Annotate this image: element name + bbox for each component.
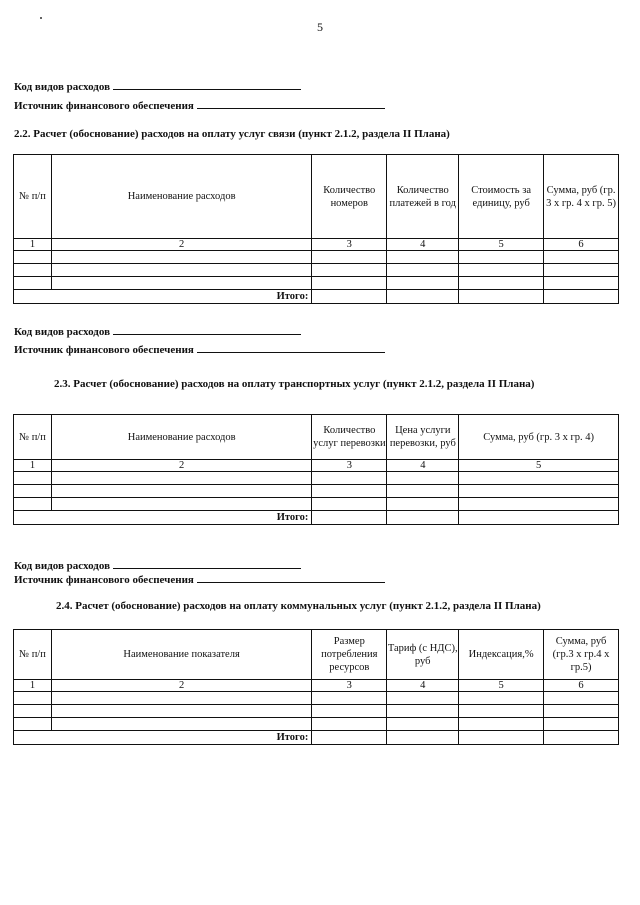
kod-vidov-line <box>14 80 301 94</box>
istochnik-line <box>14 343 385 357</box>
col-number: 3 <box>312 239 387 251</box>
scan-speck <box>40 17 42 19</box>
header-cell: Сумма, руб (гр. 3 х гр. 4 х гр. 5) <box>544 155 619 239</box>
total-label: Итого: <box>14 731 312 745</box>
table-row[interactable] <box>14 485 619 498</box>
header-cell: Количество платежей в год <box>387 155 459 239</box>
col-number: 1 <box>14 460 52 472</box>
section-2-3-title: 2.3. Расчет (обоснование) расходов на оплату транспортных услуг (пункт 2.1.2, раздела II Плана) <box>54 378 535 390</box>
col-number: 6 <box>544 680 619 692</box>
table-row[interactable] <box>14 277 619 290</box>
istochnik-label: Источник финансового обеспечения <box>14 344 194 356</box>
section-2-2-title: 2.2. Расчет (обоснование) расходов на оплату услуг связи (пункт 2.1.2, раздела II Плана) <box>14 128 450 140</box>
istochnik-field[interactable] <box>197 573 385 583</box>
total-row <box>14 511 619 525</box>
page-number: 5 <box>317 20 323 34</box>
total-row <box>14 731 619 745</box>
col-number: 4 <box>387 460 459 472</box>
col-number: 6 <box>544 239 619 251</box>
col-number: 3 <box>312 460 387 472</box>
header-cell: Тариф (с НДС), руб <box>387 630 459 680</box>
table-row[interactable] <box>14 718 619 731</box>
col-number: 3 <box>312 680 387 692</box>
col-number: 5 <box>459 239 544 251</box>
table-row[interactable] <box>14 705 619 718</box>
col-number: 5 <box>459 460 619 472</box>
istochnik-label: Источник финансового обеспечения <box>14 100 194 112</box>
col-number: 1 <box>14 680 52 692</box>
header-cell: Наименование расходов <box>51 155 311 239</box>
table-row[interactable] <box>14 264 619 277</box>
table-row[interactable] <box>14 498 619 511</box>
istochnik-label: Источник финансового обеспечения <box>14 574 194 586</box>
istochnik-line <box>14 99 385 113</box>
table-row[interactable] <box>14 251 619 264</box>
header-cell: Сумма, руб (гр. 3 х гр. 4) <box>459 415 619 460</box>
table-row[interactable] <box>14 472 619 485</box>
total-row <box>14 290 619 304</box>
header-cell: Стоимость за единицу, руб <box>459 155 544 239</box>
col-number: 4 <box>387 680 459 692</box>
header-cell: Размер потребления ресурсов <box>312 630 387 680</box>
istochnik-field[interactable] <box>197 99 385 109</box>
header-cell: Сумма, руб (гр.3 х гр.4 х гр.5) <box>544 630 619 680</box>
table-2-4 <box>13 629 619 745</box>
header-cell: Цена услуги перевозки, руб <box>387 415 459 460</box>
table-2-3 <box>13 414 619 525</box>
header-cell: № п/п <box>14 155 52 239</box>
kod-vidov-label: Код видов расходов <box>14 560 111 572</box>
section-2-4-title: 2.4. Расчет (обоснование) расходов на оплату коммунальных услуг (пункт 2.1.2, раздела II Плана) <box>56 600 541 612</box>
header-cell: Количество услуг перевозки <box>312 415 387 460</box>
istochnik-field[interactable] <box>197 343 385 353</box>
total-label: Итого: <box>14 511 312 525</box>
kod-vidov-field[interactable] <box>113 325 301 335</box>
kod-vidov-label: Код видов расходов <box>14 81 111 93</box>
col-number: 5 <box>459 680 544 692</box>
header-cell: Количество номеров <box>312 155 387 239</box>
header-cell: № п/п <box>14 630 52 680</box>
table-row[interactable] <box>14 692 619 705</box>
header-cell: № п/п <box>14 415 52 460</box>
header-cell: Индексация,% <box>459 630 544 680</box>
kod-vidov-field[interactable] <box>113 559 301 569</box>
header-cell: Наименование расходов <box>51 415 312 460</box>
col-number: 2 <box>51 460 312 472</box>
kod-vidov-line <box>14 325 301 339</box>
istochnik-line <box>14 573 385 587</box>
total-label: Итого: <box>14 290 312 304</box>
col-number: 2 <box>51 680 311 692</box>
col-number: 4 <box>387 239 459 251</box>
table-2-2 <box>13 154 619 304</box>
kod-vidov-line <box>14 559 301 573</box>
header-cell: Наименование показателя <box>51 630 311 680</box>
col-number: 1 <box>14 239 52 251</box>
col-number: 2 <box>51 239 311 251</box>
kod-vidov-field[interactable] <box>113 80 301 90</box>
kod-vidov-label: Код видов расходов <box>14 326 111 338</box>
